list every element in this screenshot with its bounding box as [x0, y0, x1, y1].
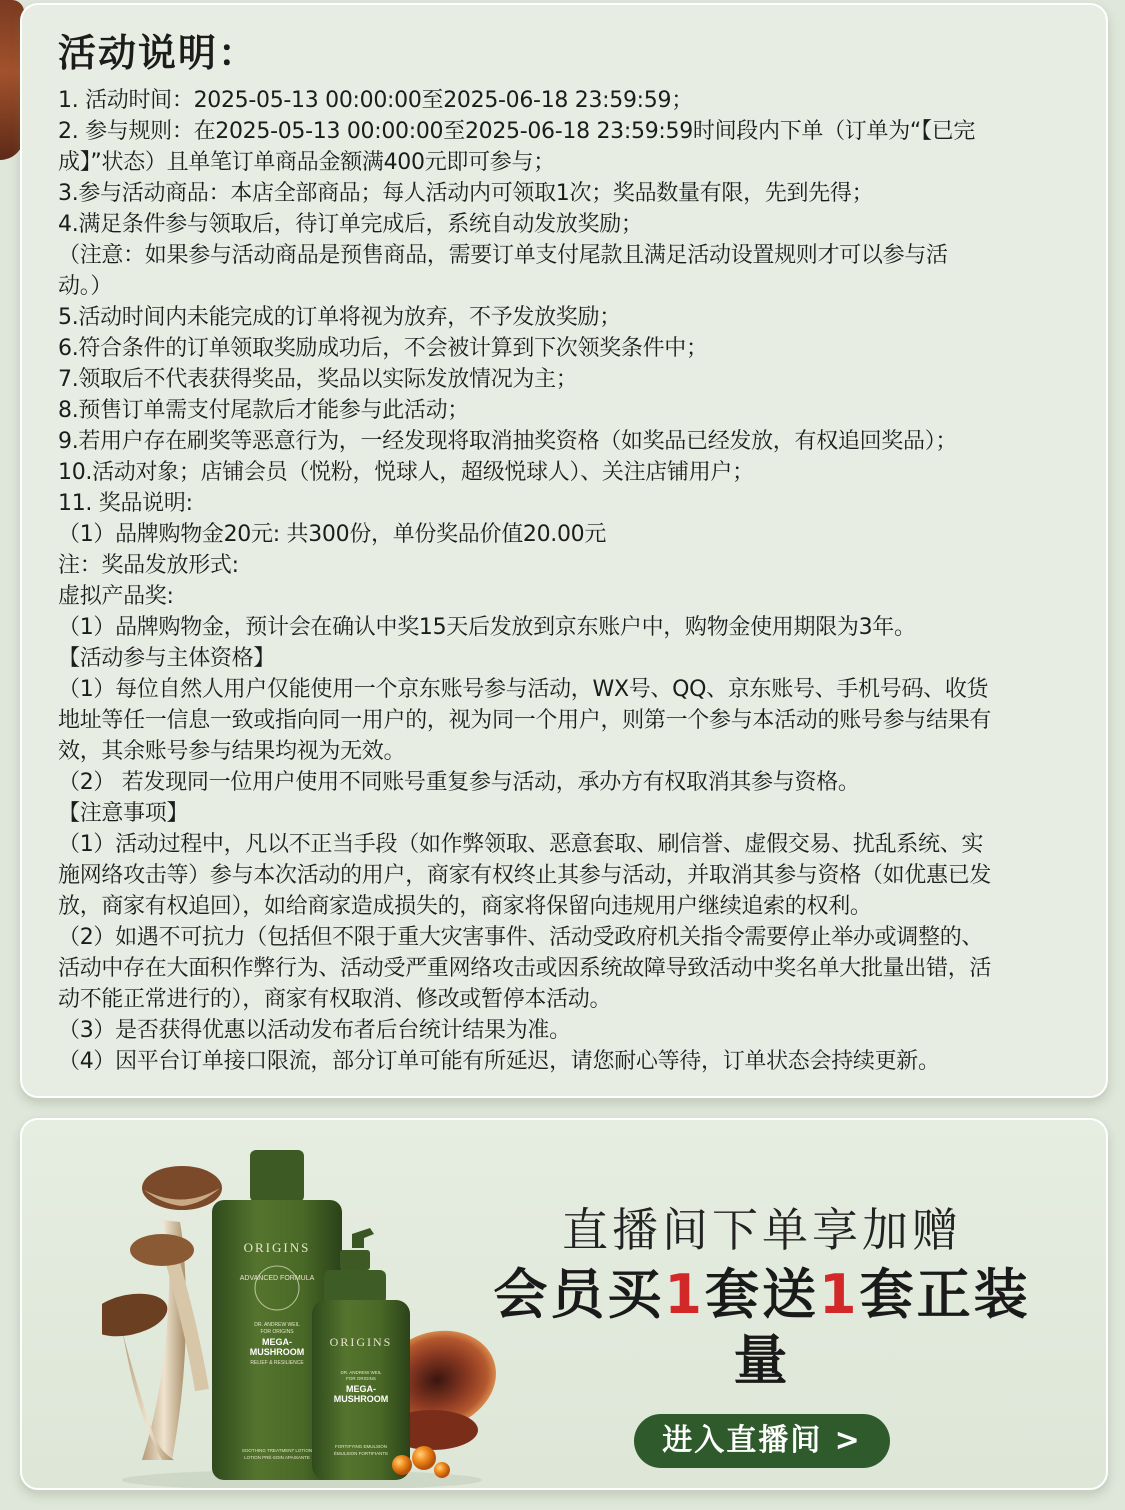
svg-text:ÉMULSION FORTIFIANTE: ÉMULSION FORTIFIANTE [333, 1451, 389, 1456]
rules-line: （注意：如果参与活动商品是预售商品，需要订单支付尾款且满足活动设置规则才可以参与活 [58, 243, 948, 268]
svg-text:ADVANCED FORMULA: ADVANCED FORMULA [239, 1275, 315, 1282]
activity-rules-card [20, 3, 1108, 1098]
svg-text:SOOTHING TREATMENT LOTION: SOOTHING TREATMENT LOTION [241, 1448, 313, 1453]
rules-title: 活动说明： [58, 31, 259, 75]
rules-line: 成】”状态）且单笔订单商品金额满400元即可参与； [58, 150, 555, 175]
svg-text:ORIGINS: ORIGINS [329, 1335, 393, 1349]
svg-text:FOR ORIGINS: FOR ORIGINS [260, 1329, 294, 1335]
svg-text:DR. ANDREW WEIL: DR. ANDREW WEIL [340, 1370, 382, 1375]
promo-offer [482, 1262, 1042, 1394]
rules-line: （2）如遇不可抗力（包括但不限于重大灾害事件、活动受政府机关指令需要停止举办或调整的、 [58, 925, 984, 950]
rules-line: 7.领取后不代表获得奖品，奖品以实际发放情况为主； [58, 367, 578, 392]
rules-line: 8.预售订单需支付尾款后才能参与此活动； [58, 398, 469, 423]
rules-line: 动不能正常进行的），商家有权取消、修改或暂停本活动。 [58, 987, 612, 1012]
svg-text:MEGA-: MEGA- [346, 1384, 376, 1394]
promo-headline: 直播间下单享加赠 [562, 1203, 962, 1257]
rules-line: 5.活动时间内未能完成的订单将视为放弃，不予发放奖励； [58, 305, 621, 330]
offer-text-1: 会员买 [493, 1263, 665, 1326]
rules-line: （1）品牌购物金，预计会在确认中奖15天后发放到京东账户中，购物金使用期限为3年。 [58, 615, 916, 640]
rules-line: （1）活动过程中，凡以不正当手段（如作弊领取、恶意套取、刷信誉、虚假交易、扰乱系统、实 [58, 832, 984, 857]
rules-list [58, 85, 1066, 1077]
rules-line: （4）因平台订单接口限流，部分订单可能有所延迟，请您耐心等待，订单状态会持续更新。 [58, 1049, 940, 1074]
svg-text:DR. ANDREW WEIL: DR. ANDREW WEIL [254, 1322, 300, 1328]
rules-line: 【活动参与主体资格】 [58, 646, 276, 671]
rules-line: 4.满足条件参与领取后，待订单完成后，系统自动发放奖励； [58, 212, 643, 237]
rules-line: （3）是否获得优惠以活动发布者后台统计结果为准。 [58, 1018, 571, 1043]
product-image [102, 1130, 502, 1490]
svg-text:MUSHROOM: MUSHROOM [333, 1394, 389, 1404]
livestream-promo-banner[interactable] [20, 1118, 1108, 1490]
rules-line: （1）品牌购物金20元: 共300份，单份奖品价值20.00元 [58, 522, 607, 547]
rules-line: 虚拟产品奖: [58, 584, 174, 609]
offer-number-1: 1 [664, 1263, 705, 1326]
rules-line: 动。） [58, 274, 113, 299]
offer-text-2: 套送 [705, 1263, 819, 1326]
enter-livestream-button[interactable]: 进入直播间 > [634, 1414, 890, 1468]
rules-line: 放，商家有权追回），如给商家造成损失的，商家将保留向违规用户继续追索的权利。 [58, 894, 872, 919]
offer-number-2: 1 [819, 1263, 860, 1326]
rules-line: 10.活动对象；店铺会员（悦粉，悦球人，超级悦球人）、关注店铺用户； [58, 460, 754, 485]
svg-text:LOTION PRÉ-SOIN APAISANTE: LOTION PRÉ-SOIN APAISANTE [244, 1455, 310, 1460]
svg-text:RELIEF & RESILIENCE: RELIEF & RESILIENCE [250, 1360, 304, 1366]
svg-text:MEGA-: MEGA- [262, 1337, 292, 1347]
rules-line: 3.参与活动商品：本店全部商品；每人活动内可领取1次；奖品数量有限，先到先得； [58, 181, 874, 206]
svg-text:FORTIFYING EMULSION: FORTIFYING EMULSION [335, 1444, 387, 1449]
rules-line: （2） 若发现同一位用户使用不同账号重复参与活动，承办方有权取消其参与资格。 [58, 770, 860, 795]
brand-text: ORIGINS [243, 1240, 311, 1255]
rules-line: 地址等任一信息一致或指向同一用户的，视为同一个用户，则第一个参与本活动的账号参与结果有 [58, 708, 992, 733]
rules-line: （1）每位自然人用户仅能使用一个京东账号参与活动，WX号、QQ、京东账号、手机号码、收货 [58, 677, 989, 702]
promo-text-block [482, 1200, 1042, 1468]
rules-line: 效，其余账号参与结果均视为无效。 [58, 739, 406, 764]
rules-line: 6.符合条件的订单领取奖励成功后，不会被计算到下次领奖条件中； [58, 336, 708, 361]
rules-line: 施网络攻击等）参与本次活动的用户，商家有权终止其参与活动，并取消其参与资格（如优惠已发 [58, 863, 992, 888]
offer-text-3: 套正装量 [733, 1263, 1031, 1392]
rules-line: 注：奖品发放形式: [58, 553, 239, 578]
svg-text:FOR ORIGINS: FOR ORIGINS [346, 1376, 376, 1381]
rules-line: 9.若用户存在刷奖等恶意行为，一经发现将取消抽奖资格（如奖品已经发放，有权追回奖品）； [58, 429, 958, 454]
svg-text:MUSHROOM: MUSHROOM [249, 1347, 305, 1357]
rules-line: 2. 参与规则：在2025-05-13 00:00:00至2025-06-18 23:59:59时间段内下单（订单为“【已完 [58, 119, 976, 144]
rules-line: 11. 奖品说明: [58, 491, 193, 516]
rules-line: 【注意事项】 [58, 801, 189, 826]
rules-line: 1. 活动时间：2025-05-13 00:00:00至2025-06-18 23:59:59； [58, 88, 693, 113]
rules-line: 活动中存在大面积作弊行为、活动受严重网络攻击或因系统故障导致活动中奖名单大批量出错，活 [58, 956, 992, 981]
